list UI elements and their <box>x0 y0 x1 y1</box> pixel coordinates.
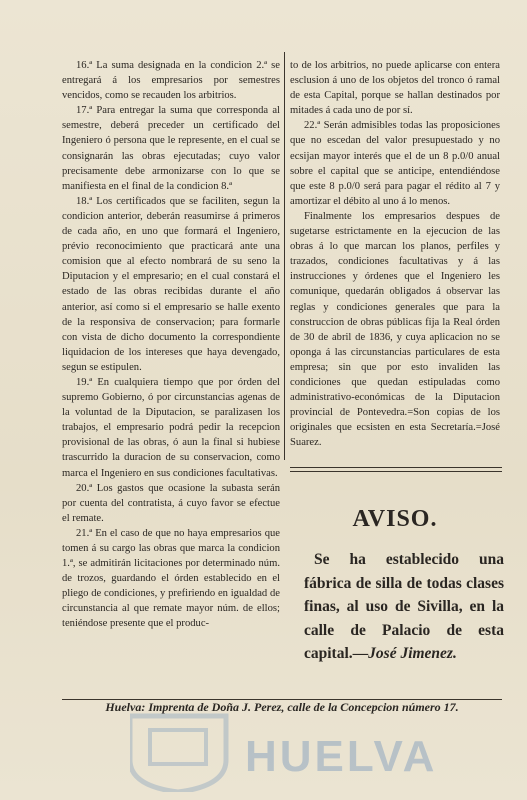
aviso-top-rule-double <box>290 471 502 472</box>
watermark-text: HUELVA <box>245 732 438 781</box>
paragraph: 22.ª Serán admisibles todas las proposiciones que no escedan del valor presupuestado y no ecsijan mayor interés que el de un 8 p.0/0 anual sobre el capital que se anticipe, entendiéndose que este 8 p.0/0 será para pagar el rédito al 7 y amortizar el débito al uno á lo menos. <box>290 120 500 207</box>
paragraph: 19.ª En cualquiera tiempo que por órden del supremo Gobierno, ó por circunstancias agenas de la voluntad de la Diputacion, se paralizasen los trabajos, el empresario podrá pedir la recepcion provisional de las obras, ó aun la final si hubiese trascurrido la duracion de su conservacion, como marca el Ingeniero en sus condiciones facultativas. <box>62 376 280 479</box>
paragraph: 18.ª Los certificados que se faciliten, segun la condicion anterior, deberán reasumirse á primeros de cada año, en uno que formará el Ingeniero, prévio reconocimiento que practicará ante una comision que al efecto nombrará de su seno la Diputacion y el empresario; en el cual constará el estado de las obras recibidas durante el año anterior, así como si el empresario se halle exento de la responsiva de conservacion; para formarle con vista de dicho documento la correspondiente liquidacion de los intereses que haya devengado, segun se estipulen. <box>62 195 280 373</box>
printer-imprint: Huelva: Imprenta de Doña J. Perez, calle de la Concepcion número 17. <box>105 700 459 714</box>
aviso-top-rule <box>290 467 502 468</box>
aviso-signature: José Jimenez. <box>368 645 457 662</box>
paragraph: 17.ª Para entregar la suma que corresponda al semestre, deberá preceder un certificado del Ingeniero ó persona que le represente, en el cual se consignarán las obras ejecutadas; cuyo valor precisamente debe armonizarse con lo que se manifiesta en el final de la condicion 8.ª <box>62 105 280 192</box>
left-column <box>62 58 280 632</box>
paragraph: 21.ª En el caso de que no haya empresarios que tomen á su cargo las obras que marca la condicion 1.ª, se admitirán licitaciones por determinado núm. de trozos, guardando el órden establecido en el pliego de condiciones, y prefiriendo en igualdad de circunstancia al que remate mayor núm. de ellos; teniéndose presente que el produc- <box>62 527 280 630</box>
right-column <box>290 58 500 450</box>
paragraph: to de los arbitrios, no puede aplicarse con entera esclusion á uno de los objetos del tronco ó ramal de esta Capital, porque se hallan destinados por mitades á cada uno de por sí. <box>290 60 500 117</box>
aviso-text: Se ha establecido una fábrica de silla de todas clases finas, al uso de Sivilla, en la calle de Palacio de esta capital.— <box>304 551 504 662</box>
paragraph: Finalmente los empresarios despues de sugetarse estrictamente en la ejecucion de las obras á lo que marcan los planos, perfiles y trazados, condiciones facultativas y á las instrucciones y órdenes que el Ingeniero les comunique, quedarán obligados á observar las reglas y condiciones generales que para la construccion de obras públicas fija la Real órden de 30 de abril de 1836, y cuya aplicacion no se oponga á las circunstancias particulares de esta empresa; sin que por esto invaliden las condiciones que quedan estipuladas como administrativo-económicas de la Diputacion provincial de Pontevedra.=Son copias de los originales que ecsisten en esta Secretaría.=José Suarez. <box>290 210 500 449</box>
paragraph: 20.ª Los gastos que ocasione la subasta serán por cuenta del contratista, á cuyo favor se efectue el remate. <box>62 482 280 524</box>
aviso-body <box>304 548 504 666</box>
column-divider <box>284 52 285 460</box>
paragraph: 16.ª La suma designada en la condicion 2.ª se entregará á los empresarios por semestres vencidos, como se recauden los arbitrios. <box>62 60 280 102</box>
aviso-title: AVISO. <box>352 506 438 532</box>
